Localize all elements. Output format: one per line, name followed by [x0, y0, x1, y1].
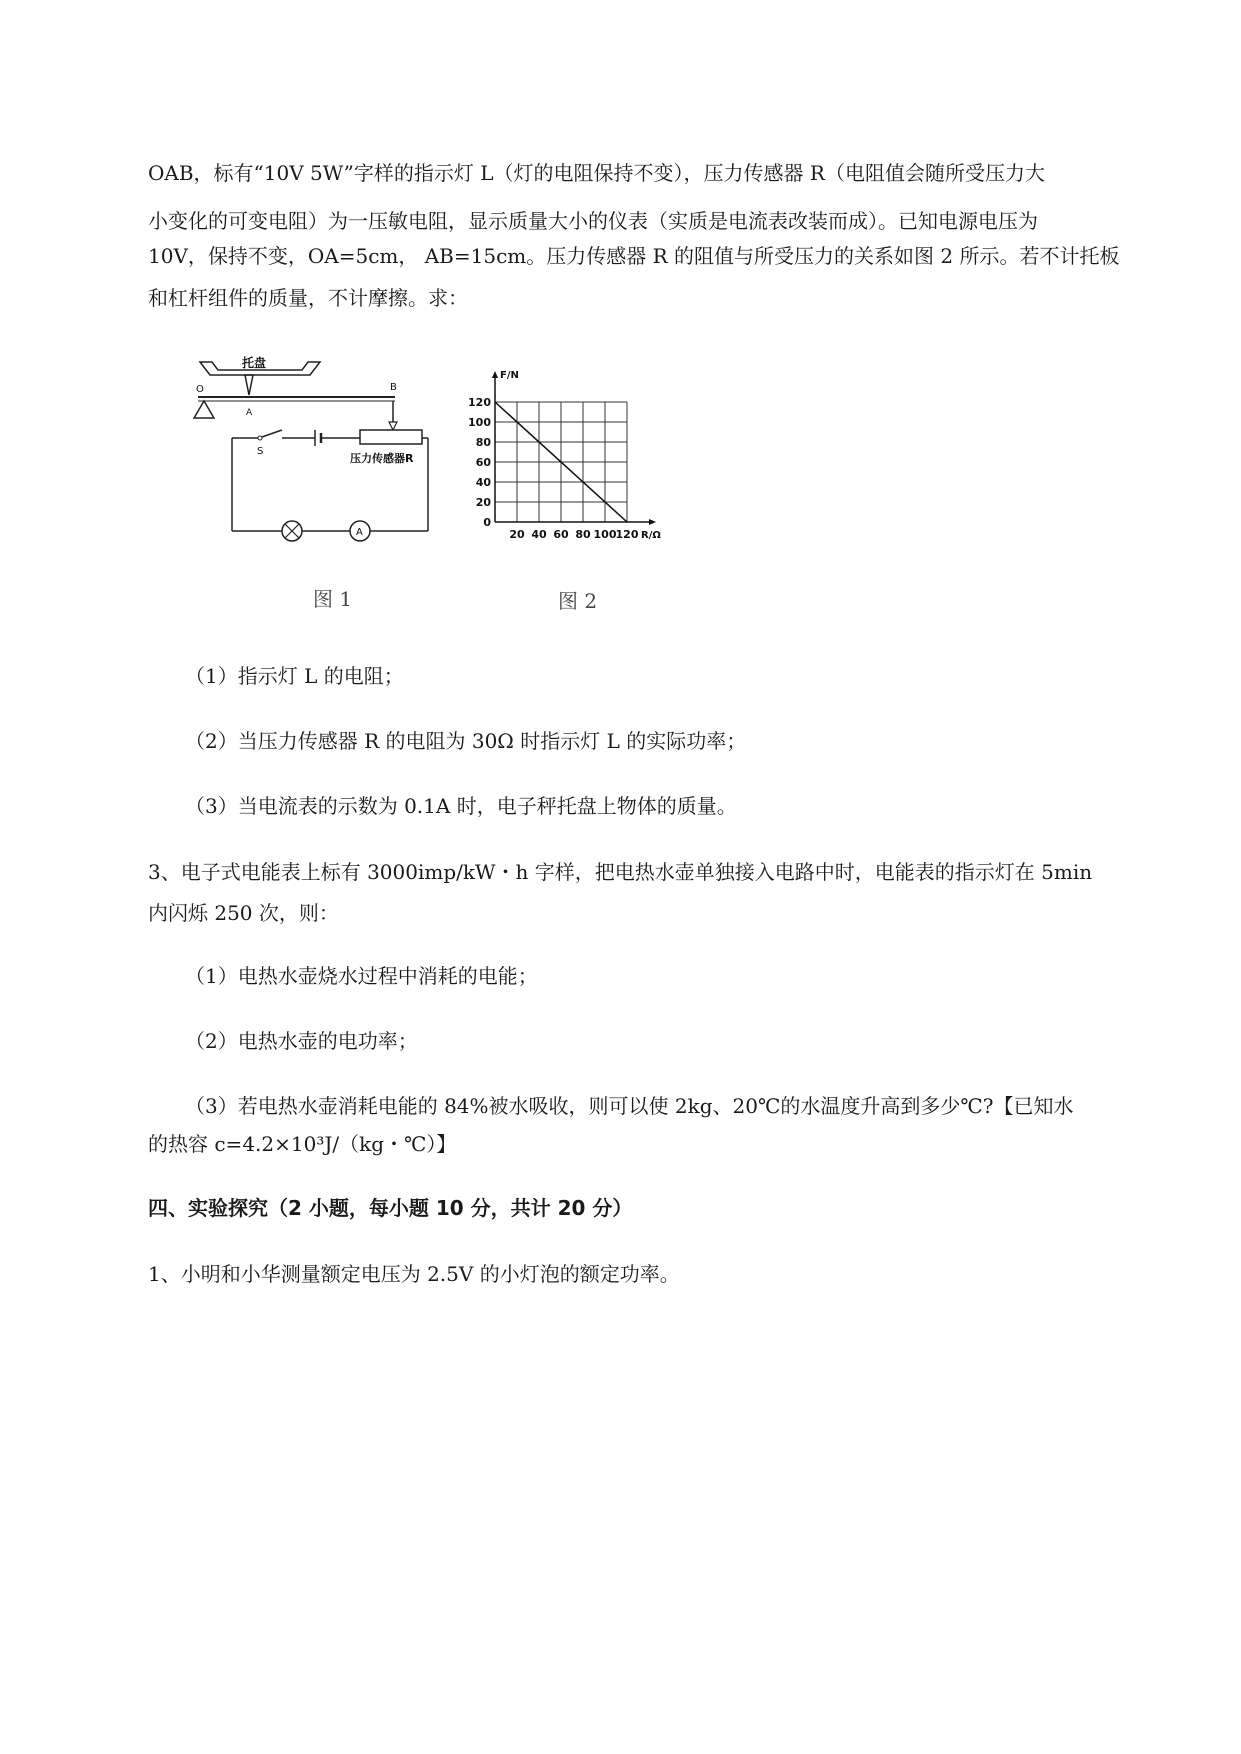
y-tick-label: 120: [468, 396, 491, 409]
y-tick-label: 0: [483, 516, 491, 529]
q3-sub-2: （2）电热水壶的电功率；: [185, 1029, 418, 1053]
x-axis-arrow: [649, 519, 656, 525]
pivot-triangle: [194, 401, 214, 418]
intro-line-3: 10V，保持不变，OA=5cm， AB=15cm。压力传感器 R 的阻值与所受压力的关系如图 2 所示。若不计托板: [148, 244, 1120, 268]
chart-y-axis-label: F/N: [500, 370, 519, 381]
q3-line-1: 3、电子式电能表上标有 3000imp/kW・h 字样，把电热水壶单独接入电路中时，电能表的指示灯在 5min: [148, 860, 1093, 884]
ammeter-label: A: [356, 527, 363, 538]
intro-line-1: OAB，标有“10V 5W”字样的指示灯 L（灯的电阻保持不变），压力传感器 R（电阻值会随所受压力大: [148, 161, 1045, 185]
x-tick-label: 60: [553, 528, 569, 541]
section-4-q1: 1、小明和小华测量额定电压为 2.5V 的小灯泡的额定功率。: [148, 1262, 680, 1286]
x-tick-label: 40: [531, 528, 547, 541]
figure-1-caption: 图 1: [313, 587, 353, 611]
intro-line-2: 小变化的可变电阻）为一压敏电阻，显示质量大小的仪表（实质是电流表改装而成）。已知电源电压为: [148, 209, 1038, 233]
pivot-label: O: [196, 384, 204, 395]
pressure-sensor: [360, 430, 422, 444]
switch-s: [262, 430, 282, 437]
tray-label: 托盘: [242, 356, 267, 370]
y-tick-label: 80: [475, 436, 491, 449]
figure-2-caption: 图 2: [558, 589, 598, 613]
x-tick-label: 100: [593, 528, 617, 541]
switch-label: S: [257, 446, 264, 457]
point-b-label: B: [390, 382, 397, 393]
point-a-label: A: [246, 408, 253, 418]
x-tick-label: 120: [615, 528, 639, 541]
y-axis-arrow: [492, 371, 498, 378]
q3-last-line: 的热容 c=4.2×10³J/（kg・℃）】: [148, 1132, 457, 1156]
q3-sub-1: （1）电热水壶烧水过程中消耗的电能；: [185, 964, 538, 988]
chart-x-axis-label: R/Ω: [641, 530, 661, 541]
y-tick-label: 20: [475, 496, 491, 509]
q3-line-2: 内闪烁 250 次，则：: [148, 901, 339, 925]
q3-sub-3: （3）若电热水壶消耗电能的 84%被水吸收，则可以使 2kg、20℃的水温度升高到多少℃?【已知水: [185, 1094, 1074, 1118]
x-tick-label: 20: [509, 528, 525, 541]
q2-sub-3: （3）当电流表的示数为 0.1A 时，电子秤托盘上物体的质量。: [185, 794, 737, 818]
tray-support: [245, 375, 253, 395]
sensor-label: 压力传感器R: [350, 452, 414, 465]
x-tick-label: 80: [575, 528, 591, 541]
chart-ticks: [468, 396, 639, 541]
q2-sub-1: （1）指示灯 L 的电阻；: [185, 664, 404, 688]
y-tick-label: 60: [475, 456, 491, 469]
section-4-heading: 四、实验探究（2 小题，每小题 10 分，共计 20 分）: [148, 1196, 633, 1220]
y-tick-label: 40: [475, 476, 491, 489]
q2-sub-2: （2）当压力传感器 R 的电阻为 30Ω 时指示灯 L 的实际功率；: [185, 729, 747, 753]
figure-2-chart: [455, 352, 715, 552]
intro-line-4: 和杠杆组件的质量，不计摩擦。求：: [148, 286, 468, 310]
figure-1-circuit: [190, 350, 440, 570]
y-tick-label: 100: [468, 416, 491, 429]
